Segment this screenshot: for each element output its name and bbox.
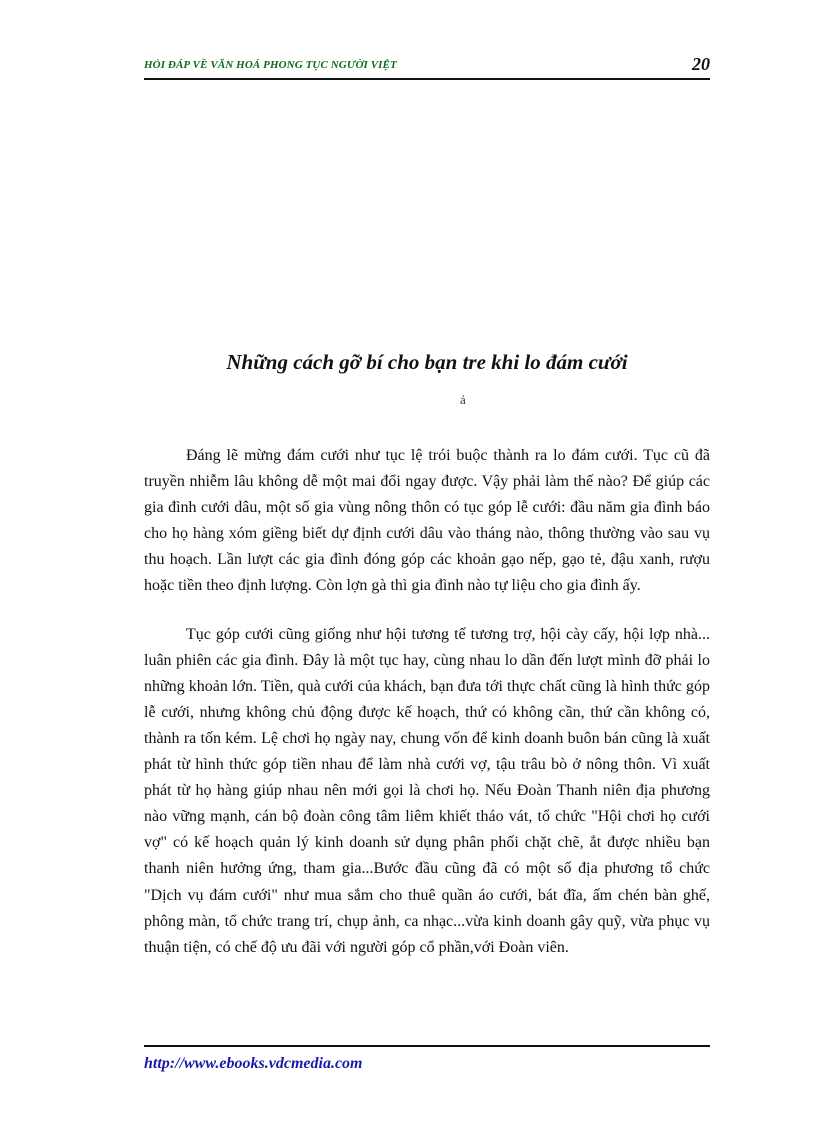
page-footer (144, 1045, 710, 1072)
paragraph: Tục góp cưới cũng giống như hội tương tế tương trợ, hội cày cấy, hội lợp nhà... luân phiên các gia đình. Đây là một tục hay, cùng nhau lo dần đến lượt mình đỡ phải lo những khoản lớn. Tiền, quà cưới của khách, bạn đưa tới thực chất cũng là hình thức góp lễ cưới, nhưng không chủ động được kế hoạch, thứ có không cần, thứ cần không có, thành ra tốn kém. Lệ chơi họ ngày nay, chung vốn để kinh doanh buôn bán cũng là xuất phát từ hình thức góp tiền nhau để làm nhà cưới vợ, tậu trâu bò ở nông thôn. Vì xuất phát từ họ hàng giúp nhau nên mới gọi là chơi họ. Nếu Đoàn Thanh niên địa phương nào vững mạnh, cán bộ đoàn công tâm liêm khiết tháo vát, tổ chức "Hội chơi họ cưới vợ" có kế hoạch quản lý kinh doanh sử dụng phân phối chặt chẽ, ắt được nhiều bạn thanh niên hưởng ứng, tham gia...Bước đầu cũng đã có một số địa phương tổ chức "Dịch vụ đám cưới" như mua sắm cho thuê quần áo cưới, bát đĩa, ấm chén bàn ghế, phông màn, tổ chức trang trí, chụp ảnh, ca nhạc...vừa kinh doanh gây quỹ, vừa phục vụ thuận tiện, có chế độ ưu đãi với người góp cổ phần,với Đoàn viên. (144, 625, 710, 956)
page-header (144, 54, 710, 80)
footer-url-link[interactable]: http://www.ebooks.vdcmedia.com (144, 1055, 363, 1072)
page-number: 20 (692, 54, 710, 74)
paragraph: Đáng lẽ mừng đám cưới như tục lệ trói buộc thành ra lo đám cưới. Tục cũ đã truyền nhiễm lâu không dễ một mai đổi ngay được. Vậy phải làm thế nào? Để giúp các gia đình cưới dâu, một số gia vùng nông thôn có tục góp lễ cưới: đầu năm gia đình báo cho họ hàng xóm giềng biết dự định cưới dâu vào tháng nào, thông thường vào sau vụ thu hoạch. Lần lượt các gia đình đóng góp các khoản gạo nếp, gạo tẻ, đậu xanh, rượu hoặc tiền theo định lượng. Còn lợn gà thì gia đình nào tự liệu cho gia đình ấy. (144, 447, 710, 595)
chapter-title: Những cách gỡ bí cho bạn tre khi lo đám cưới (226, 350, 628, 374)
title-ornament-mark: ả (460, 392, 466, 407)
book-title: HỎI ĐÁP VỀ VĂN HOÁ PHONG TỤC NGƯỜI VIỆT (144, 59, 397, 71)
body-text (144, 443, 710, 983)
